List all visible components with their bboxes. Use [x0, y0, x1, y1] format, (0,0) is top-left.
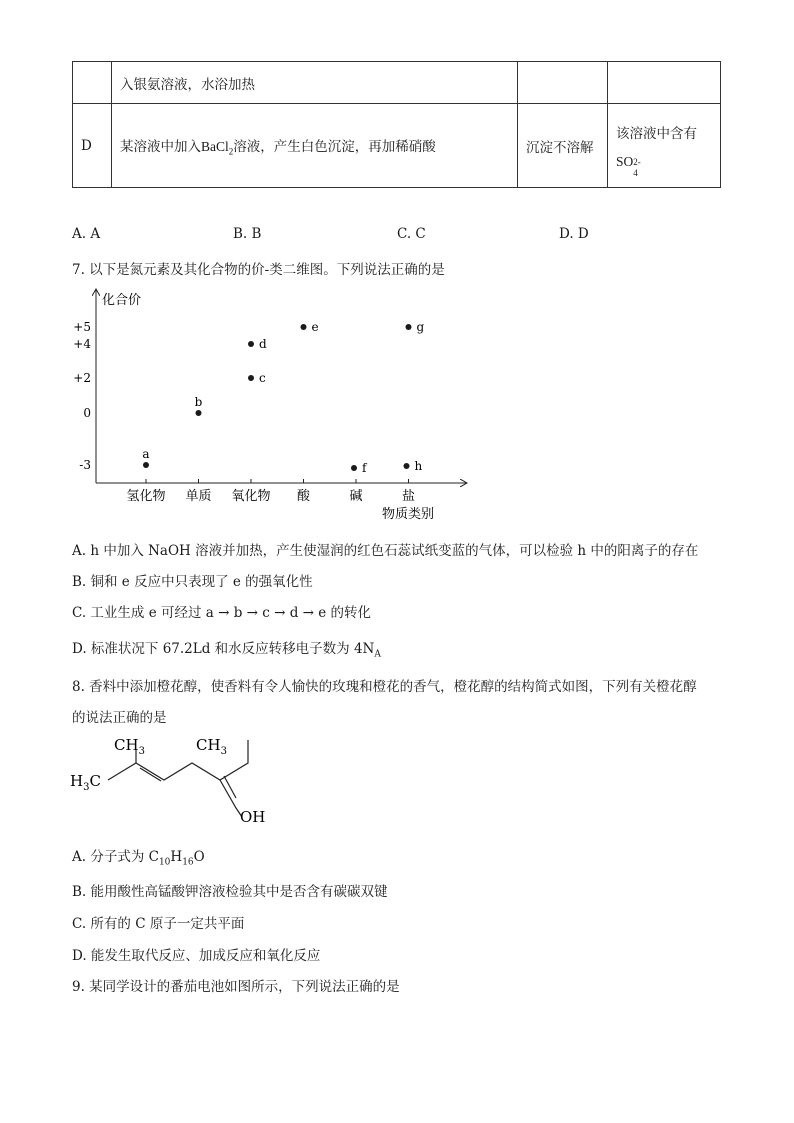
oh-label: OH: [240, 808, 266, 826]
point-label-f: f: [362, 461, 367, 475]
x-axis-label: 物质类别: [382, 507, 435, 522]
table-cell-label: D: [73, 104, 112, 188]
experiment-table: [72, 61, 721, 188]
table-cell-phenomenon: [518, 62, 608, 104]
point-f: [351, 465, 357, 471]
q8-option-d: D. 能发生取代反应、加成反应和氧化反应: [72, 948, 321, 964]
x-tick-label: 氢化物: [126, 489, 166, 504]
q8-option-c: C. 所有的 C 原子一定共平面: [72, 916, 245, 932]
point-label-g: g: [416, 320, 425, 334]
table-cell-operation: 入银氨溶液，水浴加热: [112, 62, 518, 104]
q9-stem: 9. 某同学设计的番茄电池如图所示，下列说法正确的是: [72, 979, 400, 995]
nerol-structure: [66, 730, 286, 830]
point-label-d: d: [259, 337, 267, 351]
x-tick-label: 单质: [185, 489, 212, 504]
q7-option-a: A. h 中加入 NaOH 溶液并加热，产生使湿润的红色石蕊试纸变蓝的气体，可以检验 h 中的阳离子的存在: [72, 543, 699, 559]
x-tick-label: 碱: [349, 489, 363, 504]
point-label-c: c: [259, 371, 266, 385]
point-label-b: b: [194, 395, 203, 409]
table-cell-conclusion: [608, 62, 721, 104]
x-tick-label: 氧化物: [231, 489, 271, 504]
ch3-right: $CH_3$: [196, 736, 227, 757]
q8-stem-line2: 的说法正确的是: [72, 710, 167, 726]
y-tick-label: +4: [73, 337, 91, 351]
y-tick-label: -3: [79, 458, 91, 472]
y-tick-label: +2: [73, 371, 91, 385]
x-tick-label: 盐: [401, 489, 416, 504]
table-row: [73, 62, 721, 104]
right-chain-bond: [220, 780, 242, 817]
table-cell-phenomenon: 沉淀不溶解: [518, 104, 608, 188]
left-double-bond: [140, 768, 161, 781]
q7-option-d: D. 标准状况下 67.2Ld 和水反应转移电子数为 $4N_A$: [72, 641, 381, 660]
point-d: [248, 341, 254, 347]
y-tick-label: 0: [83, 406, 91, 420]
table-cell-label: [73, 62, 112, 104]
q6-option-c: C. C: [397, 226, 426, 242]
point-label-h: h: [414, 459, 423, 473]
table-cell-conclusion: 该溶液中含有 SO 2- 4: [608, 104, 721, 188]
q6-option-a: A. A: [72, 226, 101, 242]
point-c: [248, 375, 254, 381]
point-g: [406, 324, 412, 330]
reagent-formula: BaCl$_2$: [201, 138, 234, 157]
point-label-e: e: [311, 320, 319, 334]
valence-class-chart: [60, 282, 480, 527]
q6-option-b: B. B: [233, 226, 262, 242]
sulfate-ion-formula: SO 2- 4: [616, 153, 641, 178]
q7-option-c: C. 工业生成 e 可经过 a → b → c → d → e 的转化: [72, 605, 372, 621]
q7-option-b: B. 铜和 e 反应中只表现了 e 的强氧化性: [72, 574, 313, 590]
ch3-left: $CH_3$: [114, 736, 145, 757]
table-cell-operation: 某溶液中加入BaCl$_2$溶液，产生白色沉淀，再加稀硝酸: [112, 104, 518, 188]
table-row: [73, 104, 721, 188]
point-h: [404, 463, 410, 469]
x-tick-label: 酸: [296, 489, 311, 504]
point-a: [143, 462, 149, 468]
right-double-bond: [224, 776, 236, 798]
q8-stem-line1: 8. 香料中添加橙花醇，使香料有令人愉快的玫瑰和橙花的香气，橙花醇的结构简式如图，下列有关橙花醇: [72, 679, 697, 695]
q6-option-d: D. D: [559, 226, 589, 242]
point-e: [301, 324, 307, 330]
h3c-label: $H_3C$: [70, 772, 101, 793]
q8-option-a: A. 分子式为 $C_{10}H_{16}O$: [72, 849, 205, 868]
y-axis-label: 化合价: [102, 293, 142, 308]
point-label-a: a: [142, 447, 150, 461]
point-b: [196, 410, 202, 416]
q7-stem: 7. 以下是氮元素及其化合物的价-类二维图。下列说法正确的是: [72, 262, 445, 278]
q8-option-b: B. 能用酸性高锰酸钾溶液检验其中是否含有碳碳双键: [72, 884, 388, 900]
y-tick-label: +5: [73, 320, 91, 334]
